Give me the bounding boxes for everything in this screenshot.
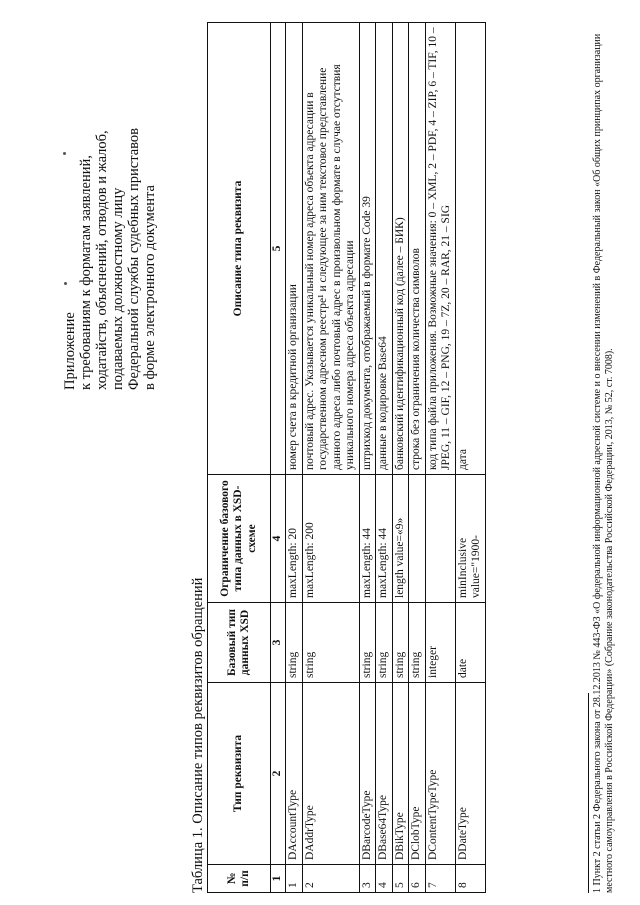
- xsd-restriction: maxLength: 200: [302, 475, 359, 603]
- table-row: [425, 23, 455, 893]
- table-row: [376, 23, 393, 893]
- xsd-restriction: maxLength: 20: [286, 475, 303, 603]
- requisite-description: строка без ограничения количества символов: [409, 23, 426, 475]
- requisite-type: DDateType: [455, 683, 485, 865]
- requisite-type: DBikType: [392, 683, 409, 865]
- appendix-line: ходатайств, объяснений, отводов и жалоб,: [94, 130, 110, 390]
- row-number: 7: [425, 865, 455, 893]
- column-number: 5: [271, 23, 286, 475]
- requisite-type: DBase64Type: [376, 683, 393, 865]
- base-xsd-type: string: [359, 603, 376, 683]
- requisite-type: DBarcodeType: [359, 683, 376, 865]
- header-number: № п/п: [208, 865, 271, 893]
- xsd-restriction: maxLength: 44: [376, 475, 393, 603]
- table-caption: Таблица 1. Описание типов реквизитов обращений: [190, 577, 206, 893]
- requisite-description: дата: [455, 23, 485, 475]
- requisite-type: DClobType: [409, 683, 426, 865]
- appendix-title: Приложение: [62, 312, 78, 390]
- xsd-restriction: [425, 475, 455, 603]
- appendix-line: к требованиям к форматам заявлений,: [78, 155, 94, 390]
- row-number: 4: [376, 865, 393, 893]
- requisite-type: DAccountType: [286, 683, 303, 865]
- xsd-restriction: [409, 475, 426, 603]
- requisite-description: номер счета в кредитной организации: [286, 23, 303, 475]
- base-xsd-type: string: [302, 603, 359, 683]
- table-header-row: [208, 23, 271, 893]
- table-row: [286, 23, 303, 893]
- requisite-type: DAddrType: [302, 683, 359, 865]
- base-xsd-type: string: [392, 603, 409, 683]
- row-number: 6: [409, 865, 426, 893]
- requisite-description: код типа файла приложения. Возможные значения: 0 – XML, 2 – PDF, 4 – ZIP, 6 – TIF, 10 – JPEG, 11 – GIF, 12 – PNG, 19 – 7Z, 20 – RAR, 21 – SIG: [425, 23, 455, 475]
- row-number: 3: [359, 865, 376, 893]
- appendix-block: [62, 10, 158, 390]
- base-xsd-type: date: [455, 603, 485, 683]
- base-xsd-type: integer: [425, 603, 455, 683]
- table-row: [409, 23, 426, 893]
- row-number: 1: [286, 865, 303, 893]
- row-number: 5: [392, 865, 409, 893]
- column-number: 4: [271, 475, 286, 603]
- table-row: [359, 23, 376, 893]
- base-xsd-type: string: [409, 603, 426, 683]
- header-requisite-type: Тип реквизита: [208, 683, 271, 865]
- column-number: 3: [271, 603, 286, 683]
- footnote-divider: [588, 693, 589, 893]
- header-restriction: Ограничение базового типа данных в XSD-схеме: [208, 475, 271, 603]
- requisite-description: данные в кодировке Base64: [376, 23, 393, 475]
- column-number: 2: [271, 683, 286, 865]
- xsd-restriction: minInclusive value="1900-: [455, 475, 485, 603]
- header-base-type: Базовый тип данных XSD: [208, 603, 271, 683]
- appendix-line: подаваемых должностному лицу: [110, 187, 126, 390]
- base-xsd-type: string: [376, 603, 393, 683]
- table-row: [392, 23, 409, 893]
- requisite-types-table: [207, 22, 486, 893]
- row-number: 8: [455, 865, 485, 893]
- base-xsd-type: string: [286, 603, 303, 683]
- row-number: 2: [302, 865, 359, 893]
- column-number: 1: [271, 865, 286, 893]
- appendix-line: Федеральной службы судебных приставов: [126, 127, 142, 390]
- table-row: [455, 23, 485, 893]
- footnote: 1 Пункт 2 статьи 2 Федерального закона от 28.12.2013 № 443-ФЗ «О федеральной информационной адресной системе и о внесении изменений в Федеральный закон «Об общих принципах организации местного самоуправления в Российской Федерации» (Собрание законодательства Российской Федерации, 2013, № 52, ст. 7008).: [592, 33, 615, 893]
- xsd-restriction: maxLength: 44: [359, 475, 376, 603]
- requisite-description: банковский идентификационный код (далее – БИК): [392, 23, 409, 475]
- column-number-row: [271, 23, 286, 893]
- requisite-description: штрихкод документа, отображаемый в формате Code 39: [359, 23, 376, 475]
- table-row: [302, 23, 359, 893]
- requisite-description: почтовый адрес. Указывается уникальный номер адреса объекта адресации в государственном адресном реестре¹ и следующее за ним текстовое представление данного адреса либо почтовый адрес в произвольном формате в случае отсутствия уникального номера адреса объекта адресации: [302, 23, 359, 475]
- requisite-type: DContentTypeType: [425, 683, 455, 865]
- appendix-line: в форме электронного документа: [142, 185, 158, 390]
- header-description: Описание типа реквизита: [208, 23, 271, 475]
- xsd-restriction: length value=«9»: [392, 475, 409, 603]
